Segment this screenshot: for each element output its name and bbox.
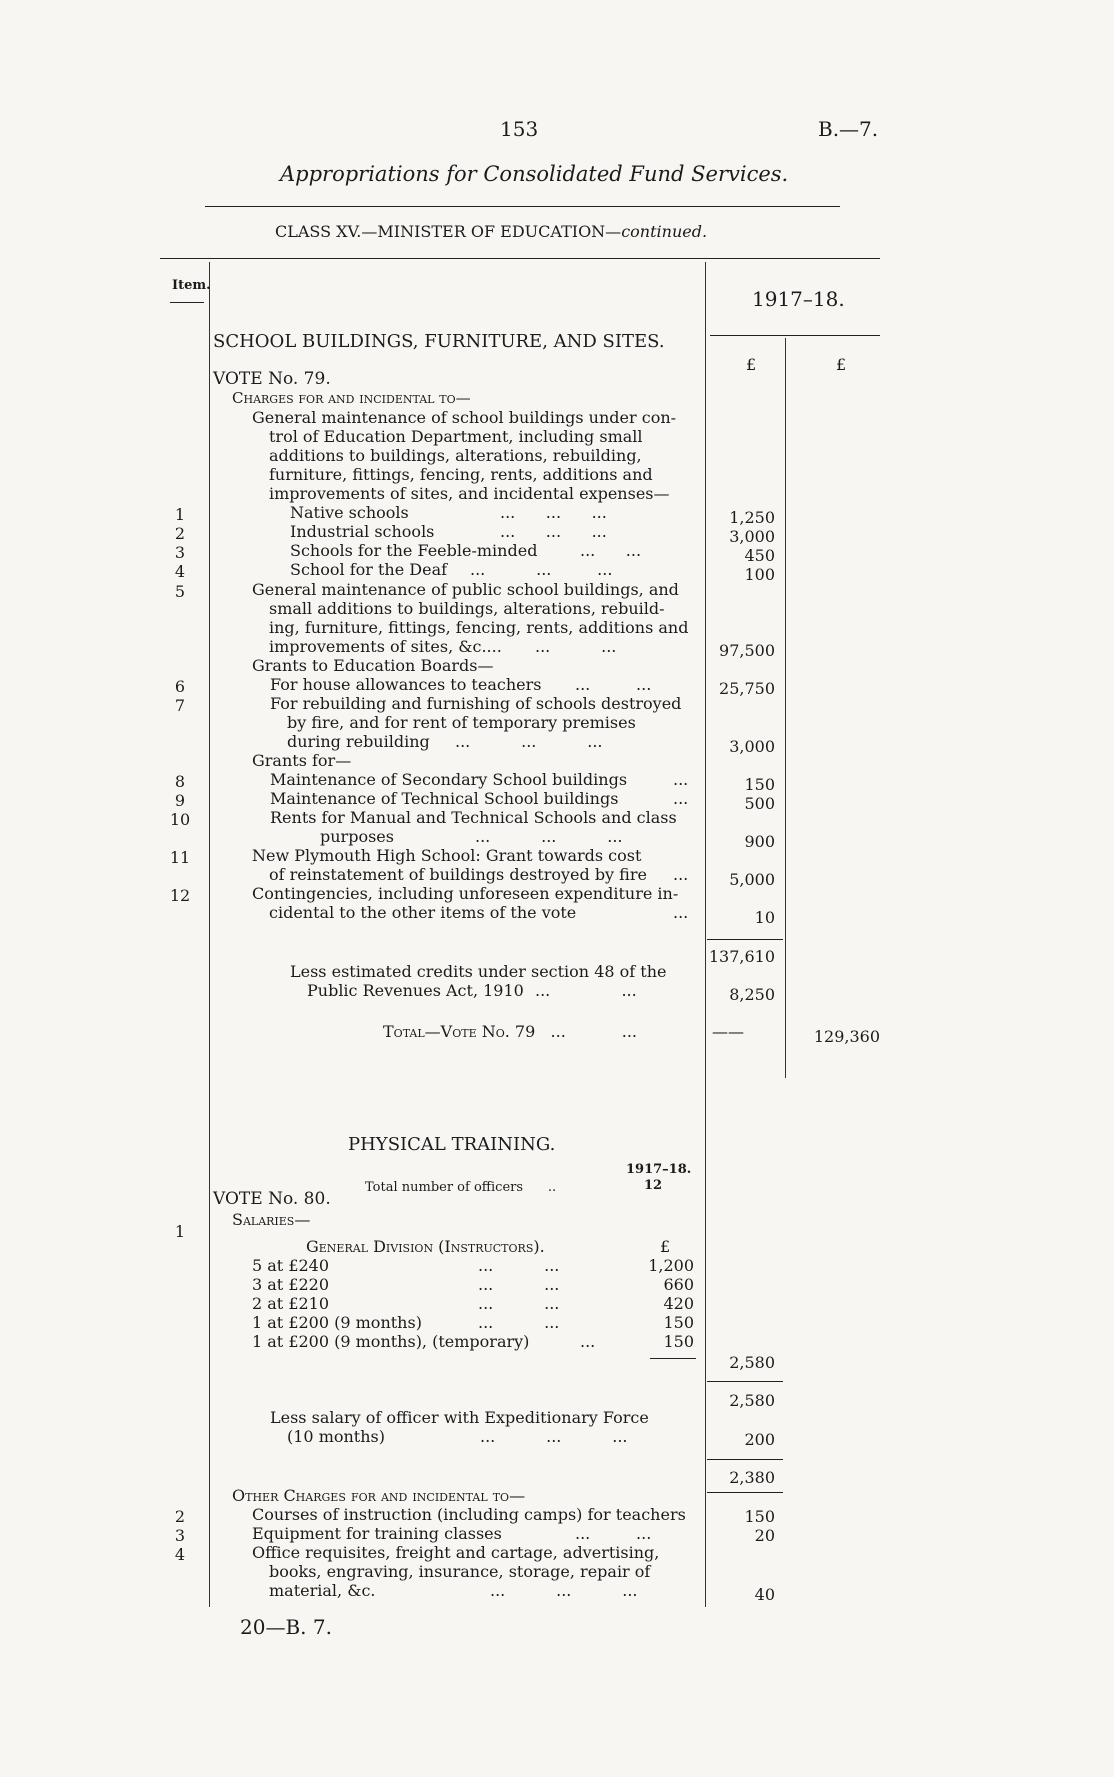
item-number: 1 bbox=[174, 1222, 186, 1241]
year-rule bbox=[710, 335, 880, 336]
item-amount: 1,250 bbox=[729, 508, 775, 527]
desc-line: New Plymouth High School: Grant towards cost bbox=[252, 846, 642, 865]
desc-line: material, &c. bbox=[269, 1581, 376, 1600]
desc-line: trol of Education Department, including small bbox=[269, 427, 643, 446]
salaries-total-rule bbox=[707, 1381, 783, 1382]
item-label: Native schools bbox=[290, 503, 409, 522]
leader-dots: ... ... bbox=[535, 637, 617, 656]
item-amount: 900 bbox=[744, 832, 775, 851]
item-number: 7 bbox=[174, 696, 186, 715]
item-number: 4 bbox=[174, 562, 186, 581]
title-rule bbox=[205, 206, 840, 207]
item-amount: 150 bbox=[744, 775, 775, 794]
total-vote-79-label: Total—Vote No. 79 ... ... bbox=[383, 1022, 637, 1041]
desc-line: General maintenance of public school buildings, and bbox=[252, 580, 679, 599]
item-label: Industrial schools bbox=[290, 522, 435, 541]
desc-line: Office requisites, freight and cartage, advertising, bbox=[252, 1543, 660, 1562]
item-amount: 100 bbox=[744, 565, 775, 584]
leader-dots: ... ... bbox=[580, 541, 642, 560]
vote-79-label: VOTE No. 79. bbox=[213, 369, 331, 389]
item-amount: 450 bbox=[744, 546, 775, 565]
table-top-rule bbox=[160, 258, 880, 259]
desc-line: of reinstatement of buildings destroyed by fire bbox=[269, 865, 647, 884]
item-column-label: Item. bbox=[172, 278, 211, 293]
desc-line: improvements of sites, and incidental expenses— bbox=[269, 484, 670, 503]
item-number: 12 bbox=[169, 886, 191, 905]
item-label: Maintenance of Technical School buildings bbox=[270, 789, 619, 808]
salary-label: 3 at £220 bbox=[252, 1275, 330, 1294]
item-number: 11 bbox=[169, 848, 191, 867]
subtotal-rule bbox=[707, 939, 783, 940]
officers-year: 1917–18. bbox=[626, 1162, 692, 1177]
leader-dots: ... bbox=[580, 1332, 596, 1351]
document-reference: B.—7. bbox=[818, 117, 879, 141]
class-heading bbox=[275, 222, 707, 241]
desc-line: For rebuilding and furnishing of schools destroyed bbox=[270, 694, 682, 713]
item-label: Equipment for training classes bbox=[252, 1524, 502, 1543]
leader-dots: ... ... bbox=[535, 981, 637, 1000]
amount-column-rule bbox=[705, 262, 706, 1607]
leader-dots: ... ... ... bbox=[490, 1581, 638, 1600]
grants-boards-heading: Grants to Education Boards— bbox=[252, 656, 494, 675]
page-number: 153 bbox=[500, 117, 539, 141]
item-5-desc bbox=[252, 580, 688, 656]
item-number: 3 bbox=[174, 1526, 186, 1545]
item-amount: 500 bbox=[744, 794, 775, 813]
salary-label: 2 at £210 bbox=[252, 1294, 330, 1313]
item-11-desc bbox=[252, 846, 647, 884]
item-amount: 5,000 bbox=[729, 870, 775, 889]
net-salaries-under-rule bbox=[707, 1492, 783, 1493]
salaries-total-2: 2,580 bbox=[729, 1391, 775, 1410]
item-number: 3 bbox=[174, 543, 186, 562]
desc-line: Contingencies, including unforeseen expenditure in- bbox=[252, 884, 679, 903]
desc-line: additions to buildings, alterations, rebuilding, bbox=[269, 446, 642, 465]
salary-amount: 1,200 bbox=[648, 1256, 694, 1275]
desc-line: books, engraving, insurance, storage, repair of bbox=[269, 1562, 651, 1581]
salary-label: 5 at £240 bbox=[252, 1256, 330, 1275]
desc-line: ing, furniture, fittings, fencing, rents, additions and bbox=[269, 618, 689, 637]
item-label: For house allowances to teachers bbox=[270, 675, 542, 694]
item-label: Courses of instruction (including camps) for teachers bbox=[252, 1505, 686, 1524]
leader-dots: ... bbox=[673, 770, 689, 789]
footer-signature: 20—B. 7. bbox=[240, 1615, 332, 1639]
subtotal-amount: 137,610 bbox=[708, 947, 775, 966]
grants-for-heading: Grants for— bbox=[252, 751, 352, 770]
general-maintenance-desc bbox=[252, 408, 676, 503]
charges-heading: Charges for and incidental to— bbox=[232, 389, 471, 407]
salary-label: 1 at £200 (9 months), (temporary) bbox=[252, 1332, 530, 1351]
leader-dots: ... ... ... bbox=[500, 522, 607, 541]
item-amount: 150 bbox=[744, 1507, 775, 1526]
item-number: 4 bbox=[174, 1545, 186, 1564]
leader-dots: ... ... bbox=[575, 1524, 652, 1543]
section-title-physical-training: PHYSICAL TRAINING. bbox=[348, 1134, 556, 1155]
item-number: 9 bbox=[174, 791, 186, 810]
year-heading: 1917–18. bbox=[752, 287, 845, 311]
leader-dots: ... ... ... bbox=[475, 827, 623, 846]
desc-line: Rents for Manual and Technical Schools and class bbox=[270, 808, 677, 827]
salaries-heading: Salaries— bbox=[232, 1210, 311, 1229]
item-number: 2 bbox=[174, 524, 186, 543]
desc-line: improvements of sites, &c.... bbox=[269, 637, 502, 656]
other-charges-heading: Other Charges for and incidental to— bbox=[232, 1486, 526, 1505]
total-dash: —— bbox=[712, 1022, 744, 1041]
item-number: 6 bbox=[174, 677, 186, 696]
item-amount: 10 bbox=[754, 908, 775, 927]
item-number: 2 bbox=[174, 1507, 186, 1526]
pound-symbol: £ bbox=[660, 1237, 671, 1256]
section-title-school-buildings: SCHOOL BUILDINGS, FURNITURE, AND SITES. bbox=[213, 331, 665, 352]
less-salary-amount: 200 bbox=[744, 1430, 775, 1449]
item-number: 5 bbox=[174, 582, 186, 601]
item-column-rule bbox=[209, 262, 210, 1607]
leader-dots: ... ... bbox=[478, 1294, 560, 1313]
leader-dots: ... ... bbox=[478, 1256, 560, 1275]
desc-line: purposes bbox=[320, 827, 394, 846]
desc-line: Less estimated credits under section 48 of the bbox=[290, 962, 667, 981]
vote-80-label: VOTE No. 80. bbox=[213, 1189, 331, 1209]
salary-amount: 420 bbox=[663, 1294, 694, 1313]
item-label: Schools for the Feeble-minded bbox=[290, 541, 538, 560]
salary-label: 1 at £200 (9 months) bbox=[252, 1313, 422, 1332]
general-division-heading: General Division (Instructors). bbox=[306, 1237, 545, 1256]
item-label-rule bbox=[170, 302, 204, 303]
item-amount: 97,500 bbox=[719, 641, 775, 660]
leader-dots: ... ... ... bbox=[470, 560, 613, 579]
class-heading-continued: continued. bbox=[621, 222, 708, 241]
salary-amount: 150 bbox=[663, 1332, 694, 1351]
desc-line: (10 months) bbox=[287, 1427, 385, 1446]
salaries-total: 2,580 bbox=[729, 1353, 775, 1372]
salary-amount: 660 bbox=[663, 1275, 694, 1294]
net-salaries: 2,380 bbox=[729, 1468, 775, 1487]
leader-dots: ... bbox=[673, 865, 689, 884]
class-heading-main: CLASS XV.—MINISTER OF EDUCATION— bbox=[275, 222, 622, 241]
desc-line: Public Revenues Act, 1910 bbox=[307, 981, 524, 1000]
pound-header-2: £ bbox=[836, 355, 847, 374]
less-credits-amount: 8,250 bbox=[729, 985, 775, 1004]
net-salaries-rule bbox=[707, 1459, 783, 1460]
pound-header-1: £ bbox=[746, 355, 757, 374]
leader-dots: ... ... ... bbox=[480, 1427, 628, 1446]
item-amount: 3,000 bbox=[729, 737, 775, 756]
item-number: 8 bbox=[174, 772, 186, 791]
leader-dots: ... ... ... bbox=[455, 732, 603, 751]
leader-dots: ... ... bbox=[478, 1275, 560, 1294]
desc-line: by fire, and for rent of temporary premises bbox=[287, 713, 636, 732]
item-number: 1 bbox=[174, 505, 186, 524]
leader-dots: ... bbox=[673, 903, 689, 922]
desc-line: furniture, fittings, fencing, rents, additions and bbox=[269, 465, 653, 484]
salaries-rule bbox=[650, 1358, 696, 1359]
leader-dots: ... ... bbox=[575, 675, 652, 694]
leader-dots: ... bbox=[673, 789, 689, 808]
item-amount: 25,750 bbox=[719, 679, 775, 698]
desc-line: small additions to buildings, alterations, rebuild- bbox=[269, 599, 665, 618]
leader-dots: ... ... bbox=[478, 1313, 560, 1332]
item-label: Maintenance of Secondary School buildings bbox=[270, 770, 628, 789]
desc-line: cidental to the other items of the vote bbox=[269, 903, 577, 922]
item-amount: 20 bbox=[754, 1526, 775, 1545]
subtotal-column-rule bbox=[785, 338, 786, 1078]
item-amount: 3,000 bbox=[729, 527, 775, 546]
salary-amount: 150 bbox=[663, 1313, 694, 1332]
officers-count: 12 bbox=[644, 1178, 663, 1193]
desc-line: General maintenance of school buildings under con- bbox=[252, 408, 677, 427]
page-title: Appropriations for Consolidated Fund Services. bbox=[280, 162, 789, 186]
item-amount: 40 bbox=[754, 1585, 775, 1604]
officers-label: Total number of officers .. bbox=[365, 1180, 557, 1195]
item-number: 10 bbox=[169, 810, 191, 829]
item-label: School for the Deaf bbox=[290, 560, 448, 579]
leader-dots: ... ... ... bbox=[500, 503, 607, 522]
total-vote-79-amount: 129,360 bbox=[813, 1027, 880, 1046]
desc-line: Less salary of officer with Expeditionary Force bbox=[270, 1408, 649, 1427]
desc-line: during rebuilding bbox=[287, 732, 430, 751]
item-12-desc bbox=[252, 884, 678, 922]
